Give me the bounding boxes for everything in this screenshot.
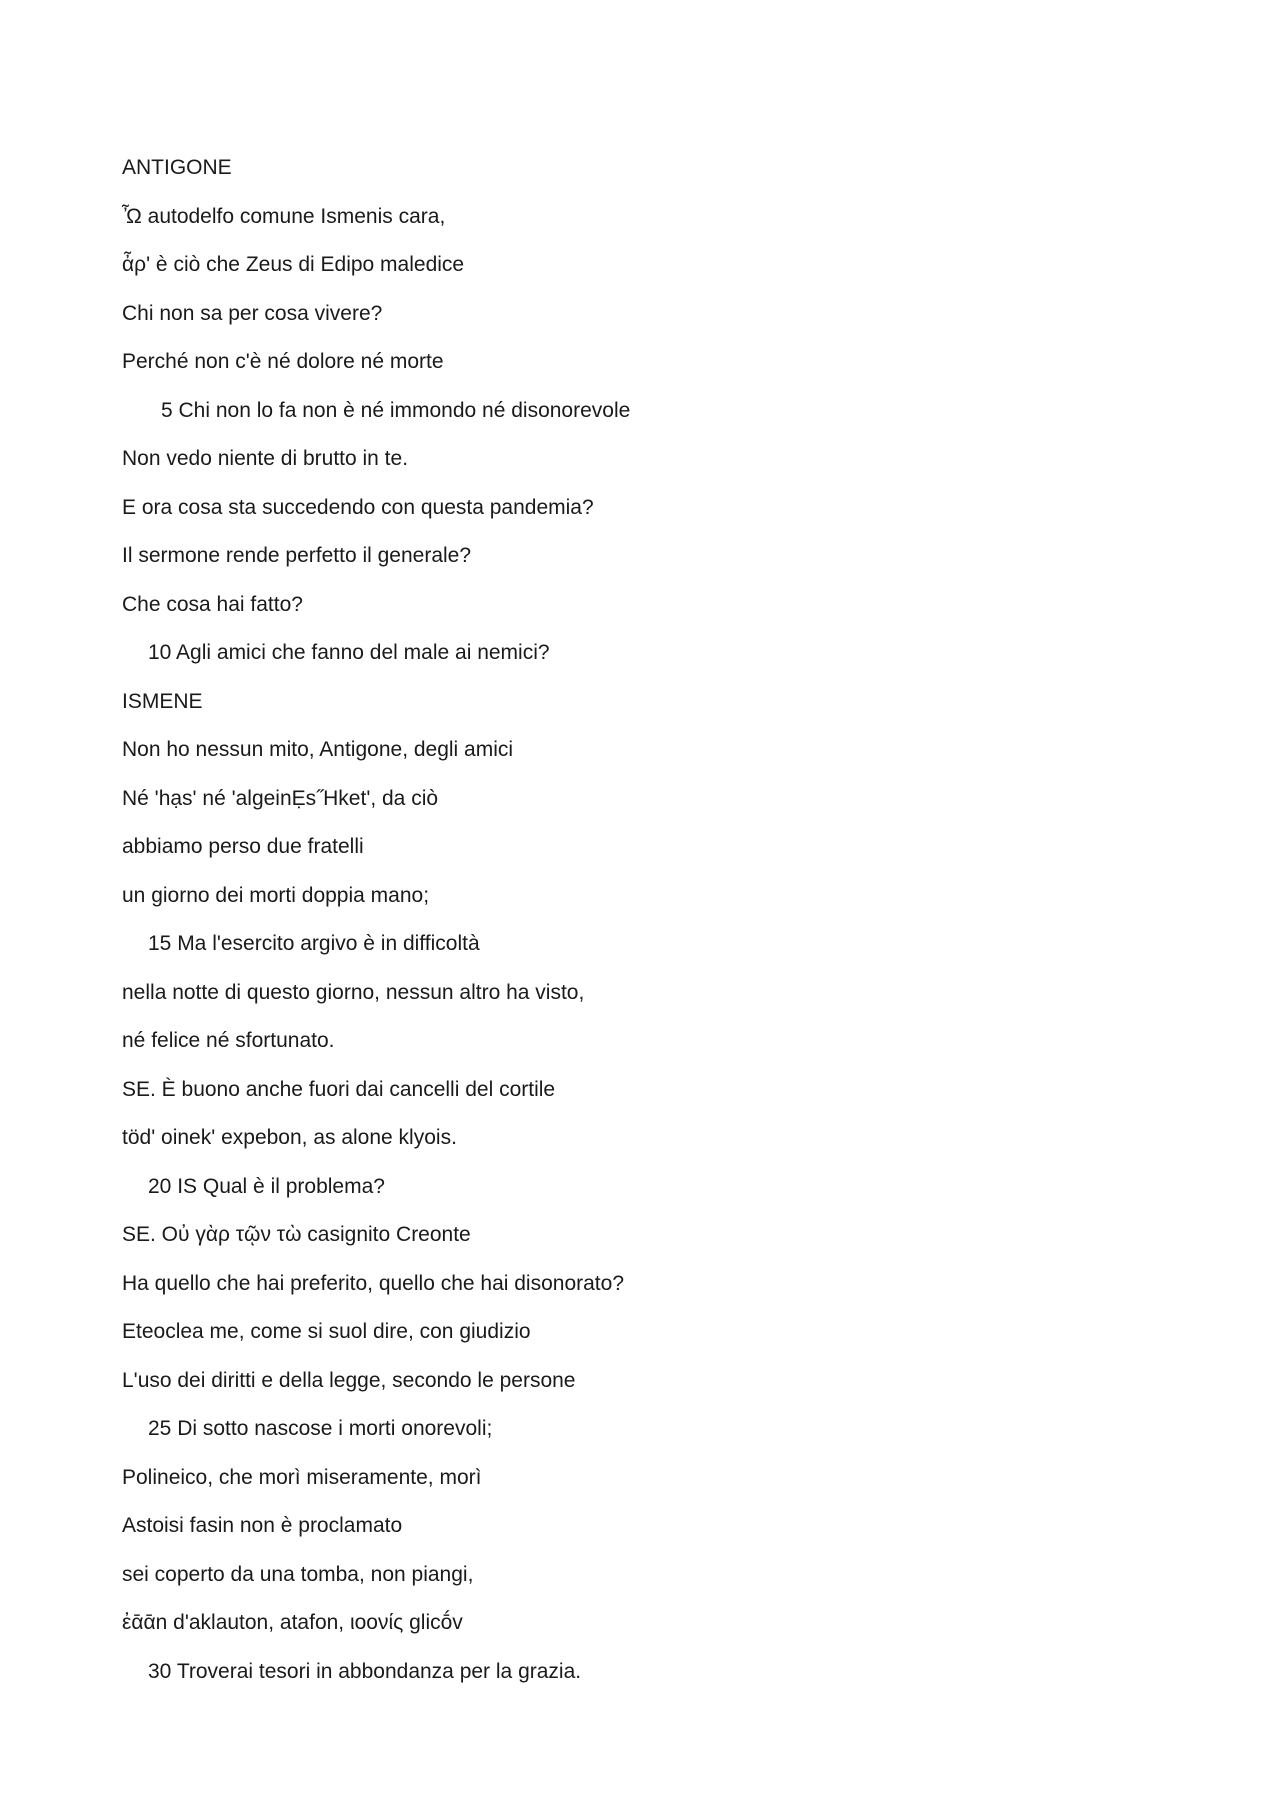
verse-line: Chi non sa per cosa vivere? (122, 301, 383, 325)
verse-line: Non ho nessun mito, Antigone, degli amici (122, 738, 514, 761)
numbered-verse-line: 20 IS Qual è il problema? (148, 1174, 385, 1198)
verse-line: L'uso dei diritti e della legge, secondo le persone (122, 1368, 576, 1392)
verse-line: nella notte di questo giorno, nessun altro ha visto, (122, 980, 585, 1004)
verse-line: Perché non c'è né dolore né morte (122, 350, 444, 373)
verse-line: Il sermone rende perfetto il generale? (122, 544, 472, 567)
verse-line: Ὦ autodelfo comune Ismenis cara, (122, 204, 446, 228)
verse-line: SE. È buono anche fuori dai cancelli del cortile (122, 1077, 556, 1101)
verse-line: Ha quello che hai preferito, quello che hai disonorato? (122, 1271, 625, 1295)
verse-line: né felice né sfortunato. (122, 1029, 335, 1052)
verse-line: ἐᾱᾱn d'aklauton, atafon, ιοονίς glicṓv (122, 1611, 463, 1634)
verse-line: Non vedo niente di brutto in te. (122, 447, 409, 470)
verse-line: Astoisi fasin non è proclamato (122, 1514, 403, 1537)
numbered-verse-line: 5 Chi non lo fa non è né immondo né disonorevole (161, 398, 631, 422)
numbered-verse-line: 30 Troverai tesori in abbondanza per la grazia. (148, 1659, 582, 1683)
verse-line: abbiamo perso due fratelli (122, 835, 364, 858)
verse-line: Che cosa hai fatto? (122, 592, 303, 616)
numbered-verse-line: 25 Di sotto nascose i morti onorevoli; (148, 1417, 493, 1440)
verse-line: ἆρ' è ciò che Zeus di Edipo maledice (122, 253, 465, 276)
verse-line: sei coperto da una tomba, non piangi, (122, 1562, 474, 1586)
verse-line: töd' oinek' expebon, as alone klyois. (122, 1126, 457, 1149)
numbered-verse-line: 10 Agli amici che fanno del male ai nemici? (148, 641, 550, 664)
numbered-verse-line: 15 Ma l'esercito argivo è in difficoltà (148, 932, 480, 955)
verse-line: Né 'hạs' né 'algeinẸs˝Hket', da ciò (122, 786, 439, 810)
speaker-heading: ANTIGONE (122, 156, 232, 179)
speaker-heading: ISMENE (122, 689, 203, 713)
verse-line: SE. Οὐ γὰρ τῷν τὼ casignito Creonte (122, 1223, 471, 1246)
verse-line: Eteoclea me, come si suol dire, con giudizio (122, 1320, 531, 1343)
verse-line: E ora cosa sta succedendo con questa pandemia? (122, 495, 594, 519)
verse-line: un giorno dei morti doppia mano; (122, 883, 430, 907)
poem-text (122, 152, 1162, 1704)
verse-line: Polineico, che morì miseramente, morì (122, 1465, 482, 1489)
